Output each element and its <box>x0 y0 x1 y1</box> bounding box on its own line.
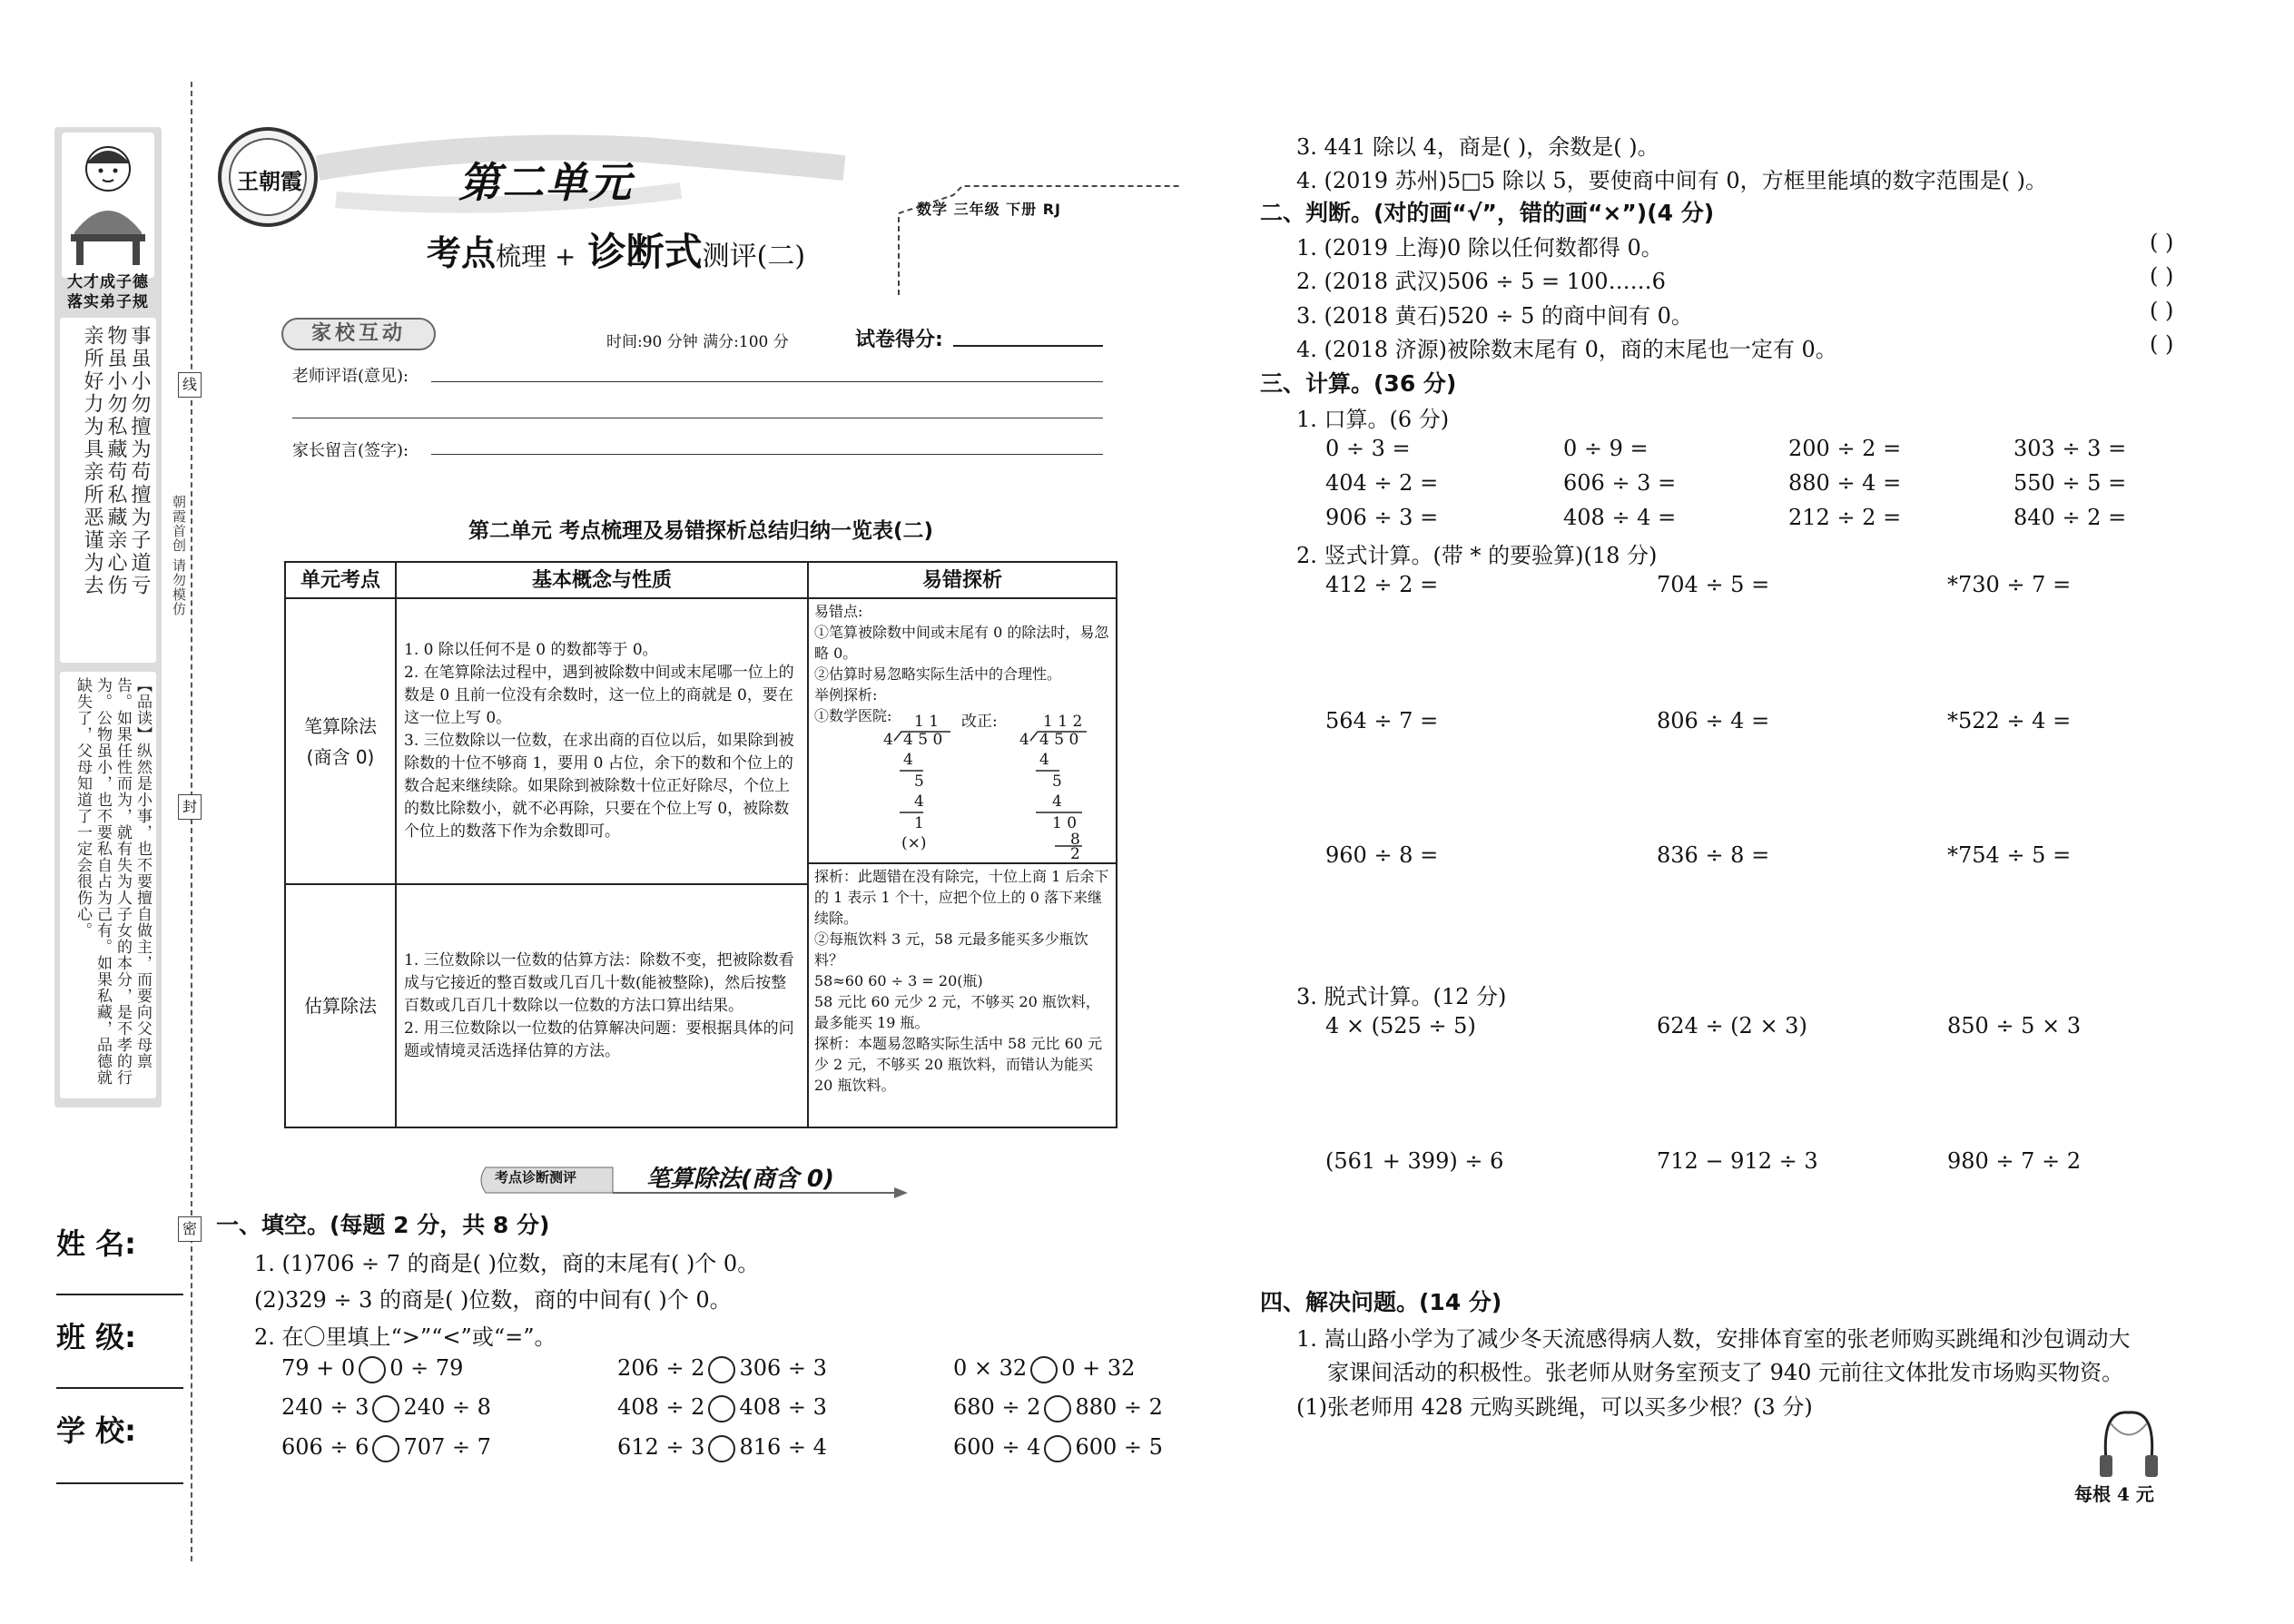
vertical-calc-item: 960 ÷ 8 = <box>1325 842 1439 868</box>
step-calc-item: 712 − 912 ÷ 3 <box>1657 1148 1818 1174</box>
oral-item: 840 ÷ 2 = <box>2013 505 2127 530</box>
compare-item: 600 ÷ 4 600 ÷ 5 <box>953 1434 1163 1462</box>
jump-rope-icon <box>2083 1405 2174 1478</box>
long-division-diagram: 1 1 4 4 5 0 4 5 4 1 (×) 改正: 1 1 2 4 4 5 0 4 5 4 1 0 8 2 <box>814 726 1110 862</box>
oral-item: 303 ÷ 3 = <box>2013 436 2127 461</box>
score-label: 试卷得分: <box>855 329 943 351</box>
vertical-calc-item: 412 ÷ 2 = <box>1325 572 1439 597</box>
reading-box <box>60 672 156 1098</box>
judge-item: 1. (2019 上海)0 除以任何数都得 0。 <box>1296 235 1663 261</box>
solve-question: (1)张老师用 428 元购买跳绳，可以买多少根？(3 分) <box>1296 1394 1813 1420</box>
oral-item: 0 ÷ 9 = <box>1563 436 1649 461</box>
oral-item: 606 ÷ 3 = <box>1563 470 1677 496</box>
compare-circle[interactable] <box>708 1435 735 1462</box>
class-field[interactable] <box>56 1387 183 1389</box>
compare-item: 0 × 32 0 + 32 <box>953 1355 1135 1383</box>
judge-answer-bracket[interactable]: ( ) <box>2150 331 2174 357</box>
topic-written-division: 笔算除法 (商含 0) <box>285 598 396 884</box>
oral-item: 0 ÷ 3 = <box>1325 436 1411 461</box>
child-portrait-image <box>62 133 154 278</box>
compare-item: 79 + 0 0 ÷ 79 <box>281 1355 463 1383</box>
vertical-calc-item: *522 ÷ 4 = <box>1947 708 2072 733</box>
class-label: 班 级: <box>56 1320 136 1354</box>
poem-text: 事虽小勿擅为苟擅为子道亏 物虽小勿私藏苟私藏亲心伤 亲所好力为具亲所恶谨为去 <box>81 325 151 597</box>
step-calc-item: 4 × (525 ÷ 5) <box>1325 1013 1476 1038</box>
vertical-calc-item: 836 ÷ 8 = <box>1657 842 1770 868</box>
home-school-badge: 家校互动 <box>281 318 436 350</box>
fill-section-title: 一、填空。(每题 2 分，共 8 分) <box>216 1212 550 1238</box>
oral-item: 200 ÷ 2 = <box>1788 436 1902 461</box>
parent-comment-label: 家长留言(签字): <box>292 441 409 460</box>
compare-circle[interactable] <box>1044 1435 1071 1462</box>
oral-item: 906 ÷ 3 = <box>1325 505 1439 530</box>
school-field[interactable] <box>56 1482 183 1484</box>
school-label: 学 校: <box>56 1413 136 1448</box>
compare-circle[interactable] <box>372 1435 399 1462</box>
name-label: 姓 名: <box>56 1226 136 1261</box>
vertical-calc-item: 806 ÷ 4 = <box>1657 708 1770 733</box>
wrong-mark: (×) <box>901 834 927 852</box>
section-banner-title: 笔算除法(商含 0) <box>646 1166 834 1193</box>
compare-circle[interactable] <box>1044 1395 1071 1422</box>
judge-section-title: 二、判断。(对的画“√”，错的画“×”)(4 分) <box>1260 200 1715 226</box>
fill-q2: 2. 在〇里填上“>”“<”或“=”。 <box>254 1324 556 1350</box>
vertical-calc-item: 704 ÷ 5 = <box>1657 572 1770 597</box>
col-header-topic: 单元考点 <box>285 562 396 598</box>
solve-paragraph: 家课间活动的积极性。张老师从财务室预支了 940 元前往文体批发市场购买物资。 <box>1327 1360 2124 1385</box>
step-calc-item: 624 ÷ (2 × 3) <box>1657 1013 1807 1038</box>
cut-label-secret: 密 <box>178 1216 202 1242</box>
motto: 大才成子德 落实弟子规 <box>67 273 149 311</box>
compare-circle[interactable] <box>1030 1356 1058 1383</box>
judge-item: 2. (2018 武汉)506 ÷ 5 = 100……6 <box>1296 269 1666 294</box>
teacher-comment-line[interactable] <box>431 381 1103 382</box>
teacher-comment-label: 老师评语(意见): <box>292 367 409 386</box>
subtitle: 考点梳理 + 诊断式测评(二) <box>427 230 806 274</box>
sidebar-panel <box>54 127 162 1107</box>
concept-written-division: 1. 0 除以任何不是 0 的数都等于 0。 2. 在笔算除法过程中，遇到被除数中间或末尾哪一位上的数是 0 且前一位没有余数时，这一位上的商就是 0，要在这一位上写 0。 3. 三位数除以一位数，在求出商的百位以后，如果除到被除数的十位不够商 1，要用 0 占位，余下的数和个位上的数合起来继续除。如果除到被除数十位正好除尽，个位上的数比除数小，就不必再除，只要在个位上写 0，被除数个位上的数落下作为余数即可。 <box>396 598 808 884</box>
price-label: 每根 4 元 <box>2074 1483 2154 1505</box>
vertical-calc-item: *730 ÷ 7 = <box>1947 572 2072 597</box>
compare-item: 612 ÷ 3 816 ÷ 4 <box>617 1434 827 1462</box>
oral-item: 880 ÷ 4 = <box>1788 470 1902 496</box>
step-calc-item: 850 ÷ 5 × 3 <box>1947 1013 2082 1038</box>
cut-line <box>191 82 192 1561</box>
compare-item: 206 ÷ 2 306 ÷ 3 <box>617 1355 827 1383</box>
judge-answer-bracket[interactable]: ( ) <box>2150 298 2174 323</box>
error-points: 易错点: ①笔算被除数中间或末尾有 0 的除法时，易忽略 0。 ②估算时易忽略实际生活中的合理性。 举例探析: ①数学医院: <box>814 603 1109 724</box>
col-header-concept: 基本概念与性质 <box>396 562 808 598</box>
solve-section-title: 四、解决问题。(14 分) <box>1260 1289 1502 1315</box>
oral-item: 212 ÷ 2 = <box>1788 505 1902 530</box>
review-table-title: 第二单元 考点梳理及易错探析总结归纳一览表(二) <box>468 519 934 543</box>
correction-label: 改正: <box>961 713 998 731</box>
fill-q4: 4. (2019 苏州)5□5 除以 5，要使商中间有 0，方框里能填的数字范围是( )。 <box>1296 168 2047 193</box>
concept-estimation: 1. 三位数除以一位数的估算方法：除数不变，把被除数看成与它接近的整百数或几百几十数(能被整除)，然后按整百数或几百几十数除以一位数的方法口算出结果。 2. 用三位数除以一位数的估算解决问题：要根据具体的问题或情境灵活选择估算的方法。 <box>396 884 808 1127</box>
oral-item: 550 ÷ 5 = <box>2013 470 2127 496</box>
vertical-calc-title: 2. 竖式计算。(带 * 的要验算)(18 分) <box>1296 543 1658 568</box>
subject-tags: 数学 三年级 下册 RJ <box>917 201 1061 218</box>
compare-circle[interactable] <box>708 1395 735 1422</box>
col-header-errors: 易错探析 <box>808 562 1117 598</box>
fill-q1a: 1. (1)706 ÷ 7 的商是( )位数，商的末尾有( )个 0。 <box>254 1251 760 1276</box>
oral-item: 404 ÷ 2 = <box>1325 470 1439 496</box>
fill-q3: 3. 441 除以 4，商是( )，余数是( )。 <box>1296 134 1659 160</box>
compare-item: 680 ÷ 2 880 ÷ 2 <box>953 1394 1163 1422</box>
error-explanations: 探析：此题错在没有除完，十位上商 1 后余下的 1 表示 1 个十，应把个位上的 0 落下来继续除。 ②每瓶饮料 3 元，58 元最多能买多少瓶饮料？ 58≈60 60 ÷ 3 = 20(瓶) 58 元比 60 元少 2 元，不够买 20 瓶饮料，最多能买 19 瓶。 探析：本题易忽略实际生活中 58 元比 60 元少 2 元，不够买 20 瓶饮料，而错认为能买 20 瓶饮料。 <box>809 862 1116 1097</box>
topic-estimation: 估算除法 <box>285 884 396 1127</box>
name-field[interactable] <box>56 1294 183 1295</box>
time-info: 时间:90 分钟 满分:100 分 <box>606 333 789 351</box>
compare-circle[interactable] <box>372 1395 399 1422</box>
step-calc-item: 980 ÷ 7 ÷ 2 <box>1947 1148 2082 1174</box>
compare-circle[interactable] <box>708 1356 735 1383</box>
poem-box <box>60 318 156 663</box>
fill-q1b: (2)329 ÷ 3 的商是( )位数，商的中间有( )个 0。 <box>254 1287 732 1313</box>
error-analysis-cell <box>808 598 1117 1127</box>
oral-title: 1. 口算。(6 分) <box>1296 407 1450 432</box>
vertical-calc-item: 564 ÷ 7 = <box>1325 708 1439 733</box>
review-table <box>284 561 1117 1128</box>
judge-item: 4. (2018 济源)被除数末尾有 0，商的末尾也一定有 0。 <box>1296 337 1837 362</box>
parent-comment-line[interactable] <box>431 454 1103 455</box>
brand-logo <box>218 127 318 227</box>
judge-answer-bracket[interactable]: ( ) <box>2150 263 2174 289</box>
cut-label-seal: 封 <box>178 794 202 820</box>
compare-item: 606 ÷ 6 707 ÷ 7 <box>281 1434 491 1462</box>
cut-label-line: 线 <box>178 372 202 398</box>
unit-title: 第二单元 <box>458 158 633 207</box>
step-calc-title: 3. 脱式计算。(12 分) <box>1296 984 1507 1009</box>
solve-paragraph: 1. 嵩山路小学为了减少冬天流感得病人数，安排体育室的张老师购买跳绳和沙包调动大 <box>1296 1326 2131 1352</box>
brand-text: 王朝霞 <box>237 168 302 194</box>
oral-item: 408 ÷ 4 = <box>1563 505 1677 530</box>
compare-circle[interactable] <box>359 1356 386 1383</box>
vertical-calc-item: *754 ÷ 5 = <box>1947 842 2072 868</box>
copyright-note: 朝霞首创 请勿模仿 <box>171 495 187 616</box>
step-calc-item: (561 + 399) ÷ 6 <box>1325 1148 1504 1174</box>
compare-item: 240 ÷ 3 240 ÷ 8 <box>281 1394 491 1422</box>
section-banner-label: 考点诊断测评 <box>495 1169 577 1186</box>
score-field[interactable] <box>953 345 1103 347</box>
calc-section-title: 三、计算。(36 分) <box>1260 370 1457 397</box>
judge-answer-bracket[interactable]: ( ) <box>2150 230 2174 255</box>
reading-text: 【品读】纵然是小事，也不要擅自做主，而要向父母禀告。如果任性而为，就有失为人子女的本分，是不孝的行为。公物虽小，也不要私自占为己有。如果私藏，品德就缺失了，父母知道了一定会很伤心。 <box>74 677 152 1086</box>
compare-item: 408 ÷ 2 408 ÷ 3 <box>617 1394 827 1422</box>
judge-item: 3. (2018 黄石)520 ÷ 5 的商中间有 0。 <box>1296 303 1693 329</box>
